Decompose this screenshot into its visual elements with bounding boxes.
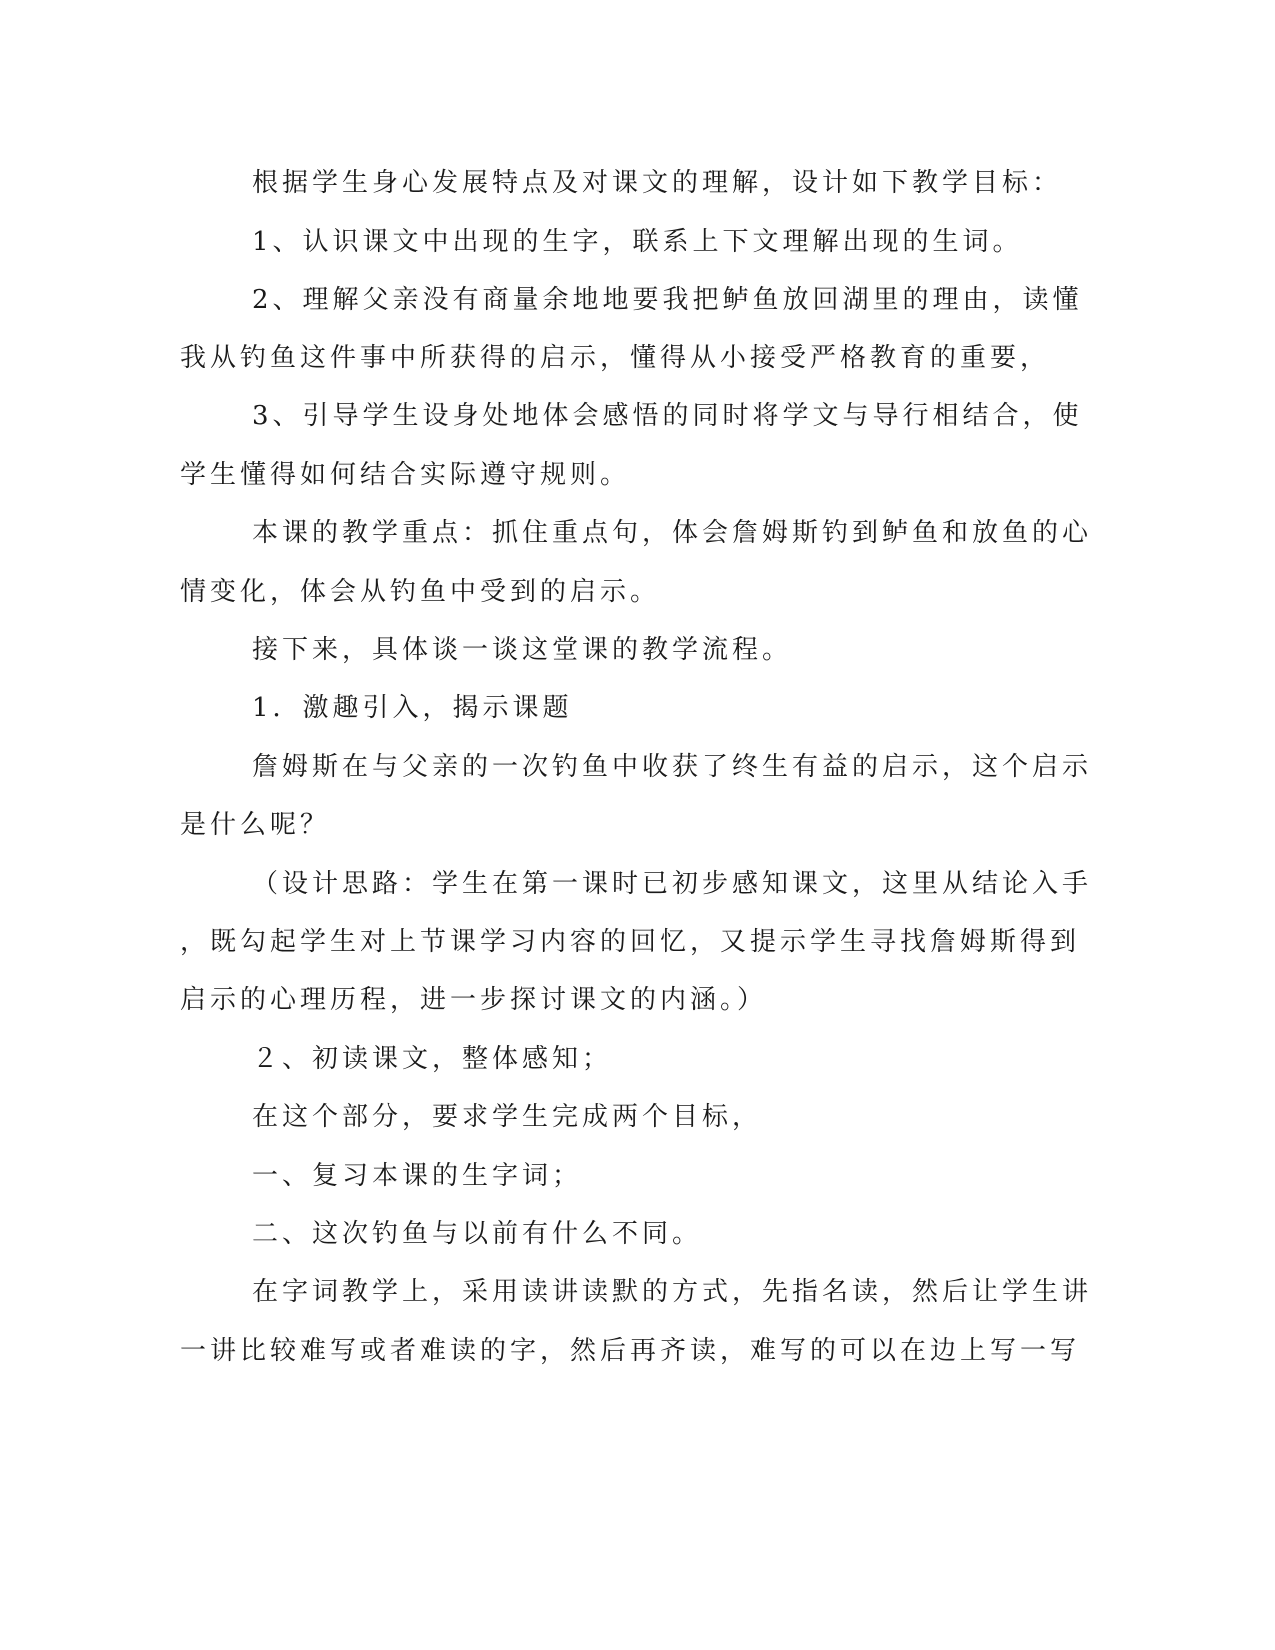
paragraph-line: 在这个部分，要求学生完成两个目标， [252, 1102, 763, 1132]
paragraph-line: 启示的心理历程，进一步探讨课文的内涵。） [180, 985, 768, 1015]
paragraph-line: 在字词教学上，采用读讲读默的方式，先指名读，然后让学生讲 [252, 1277, 1093, 1307]
paragraph-line: 2、理解父亲没有商量余地地要我把鲈鱼放回湖里的理由，读懂 [252, 285, 1083, 315]
paragraph-line: 接下来，具体谈一谈这堂课的教学流程。 [252, 635, 793, 665]
paragraph-line: 我从钓鱼这件事中所获得的启示，懂得从小接受严格教育的重要， [180, 343, 1051, 373]
paragraph-line: 二、这次钓鱼与以前有什么不同。 [252, 1219, 703, 1249]
paragraph-line: 1、认识课文中出现的生字，联系上下文理解出现的生词。 [252, 227, 1023, 257]
section-heading: ２、初读课文，整体感知； [252, 1044, 613, 1074]
section-heading: 1．激趣引入，揭示课题 [252, 693, 573, 723]
paragraph-line: 情变化，体会从钓鱼中受到的启示。 [180, 577, 661, 607]
paragraph-line: （设计思路：学生在第一课时已初步感知课文，这里从结论入手 [252, 869, 1093, 899]
paragraph-line: 本课的教学重点：抓住重点句，体会詹姆斯钓到鲈鱼和放鱼的心 [252, 518, 1093, 548]
paragraph-line: 詹姆斯在与父亲的一次钓鱼中收获了终生有益的启示，这个启示 [252, 752, 1093, 782]
paragraph-line: 一讲比较难写或者难读的字，然后再齐读，难写的可以在边上写一写 [180, 1336, 1081, 1366]
paragraph-line: 一、复习本课的生字词； [252, 1161, 583, 1191]
paragraph-line: 3、引导学生设身处地体会感悟的同时将学文与导行相结合，使 [252, 401, 1083, 431]
paragraph-line: ，既勾起学生对上节课学习内容的回忆，又提示学生寻找詹姆斯得到 [180, 927, 1081, 957]
paragraph-line: 学生懂得如何结合实际遵守规则。 [180, 460, 631, 490]
paragraph-line: 是什么呢？ [180, 810, 331, 840]
paragraph-line: 根据学生身心发展特点及对课文的理解，设计如下教学目标： [252, 168, 1063, 198]
